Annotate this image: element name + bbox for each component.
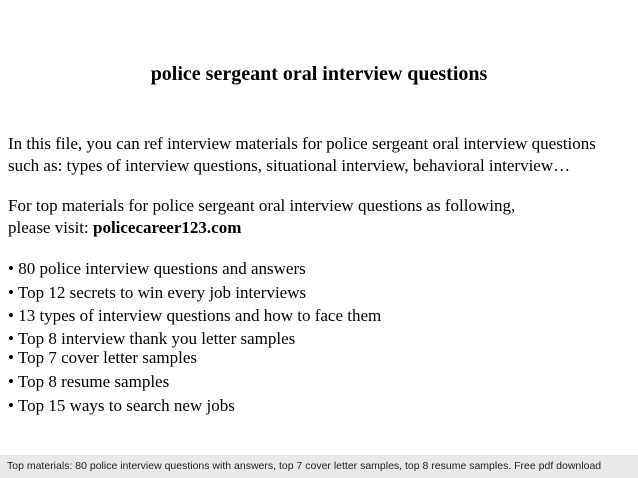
footer-bar [0,455,638,478]
visit-line-1: For top materials for police sergeant oral interview questions as following, [8,196,516,215]
visit-link[interactable]: policecareer123.com [92,218,242,237]
list-item: • Top 8 interview thank you letter samples [8,329,296,348]
page-title: police sergeant oral interview questions [150,63,488,85]
intro-line-2: such as: types of interview questions, situational interview, behavioral interview… [8,156,571,175]
visit-prefix: please visit: [8,218,93,237]
visit-line-2 [8,217,634,239]
list-item: • Top 7 cover letter samples [8,348,198,367]
list-item: • Top 15 ways to search new jobs [8,396,235,415]
list-item: • Top 12 secrets to win every job interviews [8,283,307,302]
list-item: • Top 8 resume samples [8,372,170,391]
footer-text[interactable]: Top materials: 80 police interview questions with answers, top 7 cover letter samples, top 8 resume samples. Free pdf download [7,460,602,472]
list-item: • 80 police interview questions and answers [8,259,306,278]
intro-line-1: In this file, you can ref interview materials for police sergeant oral interview questions [8,134,596,153]
list-item: • 13 types of interview questions and how to face them [8,306,382,325]
visit-paragraph [8,195,634,239]
intro-paragraph [8,133,634,177]
